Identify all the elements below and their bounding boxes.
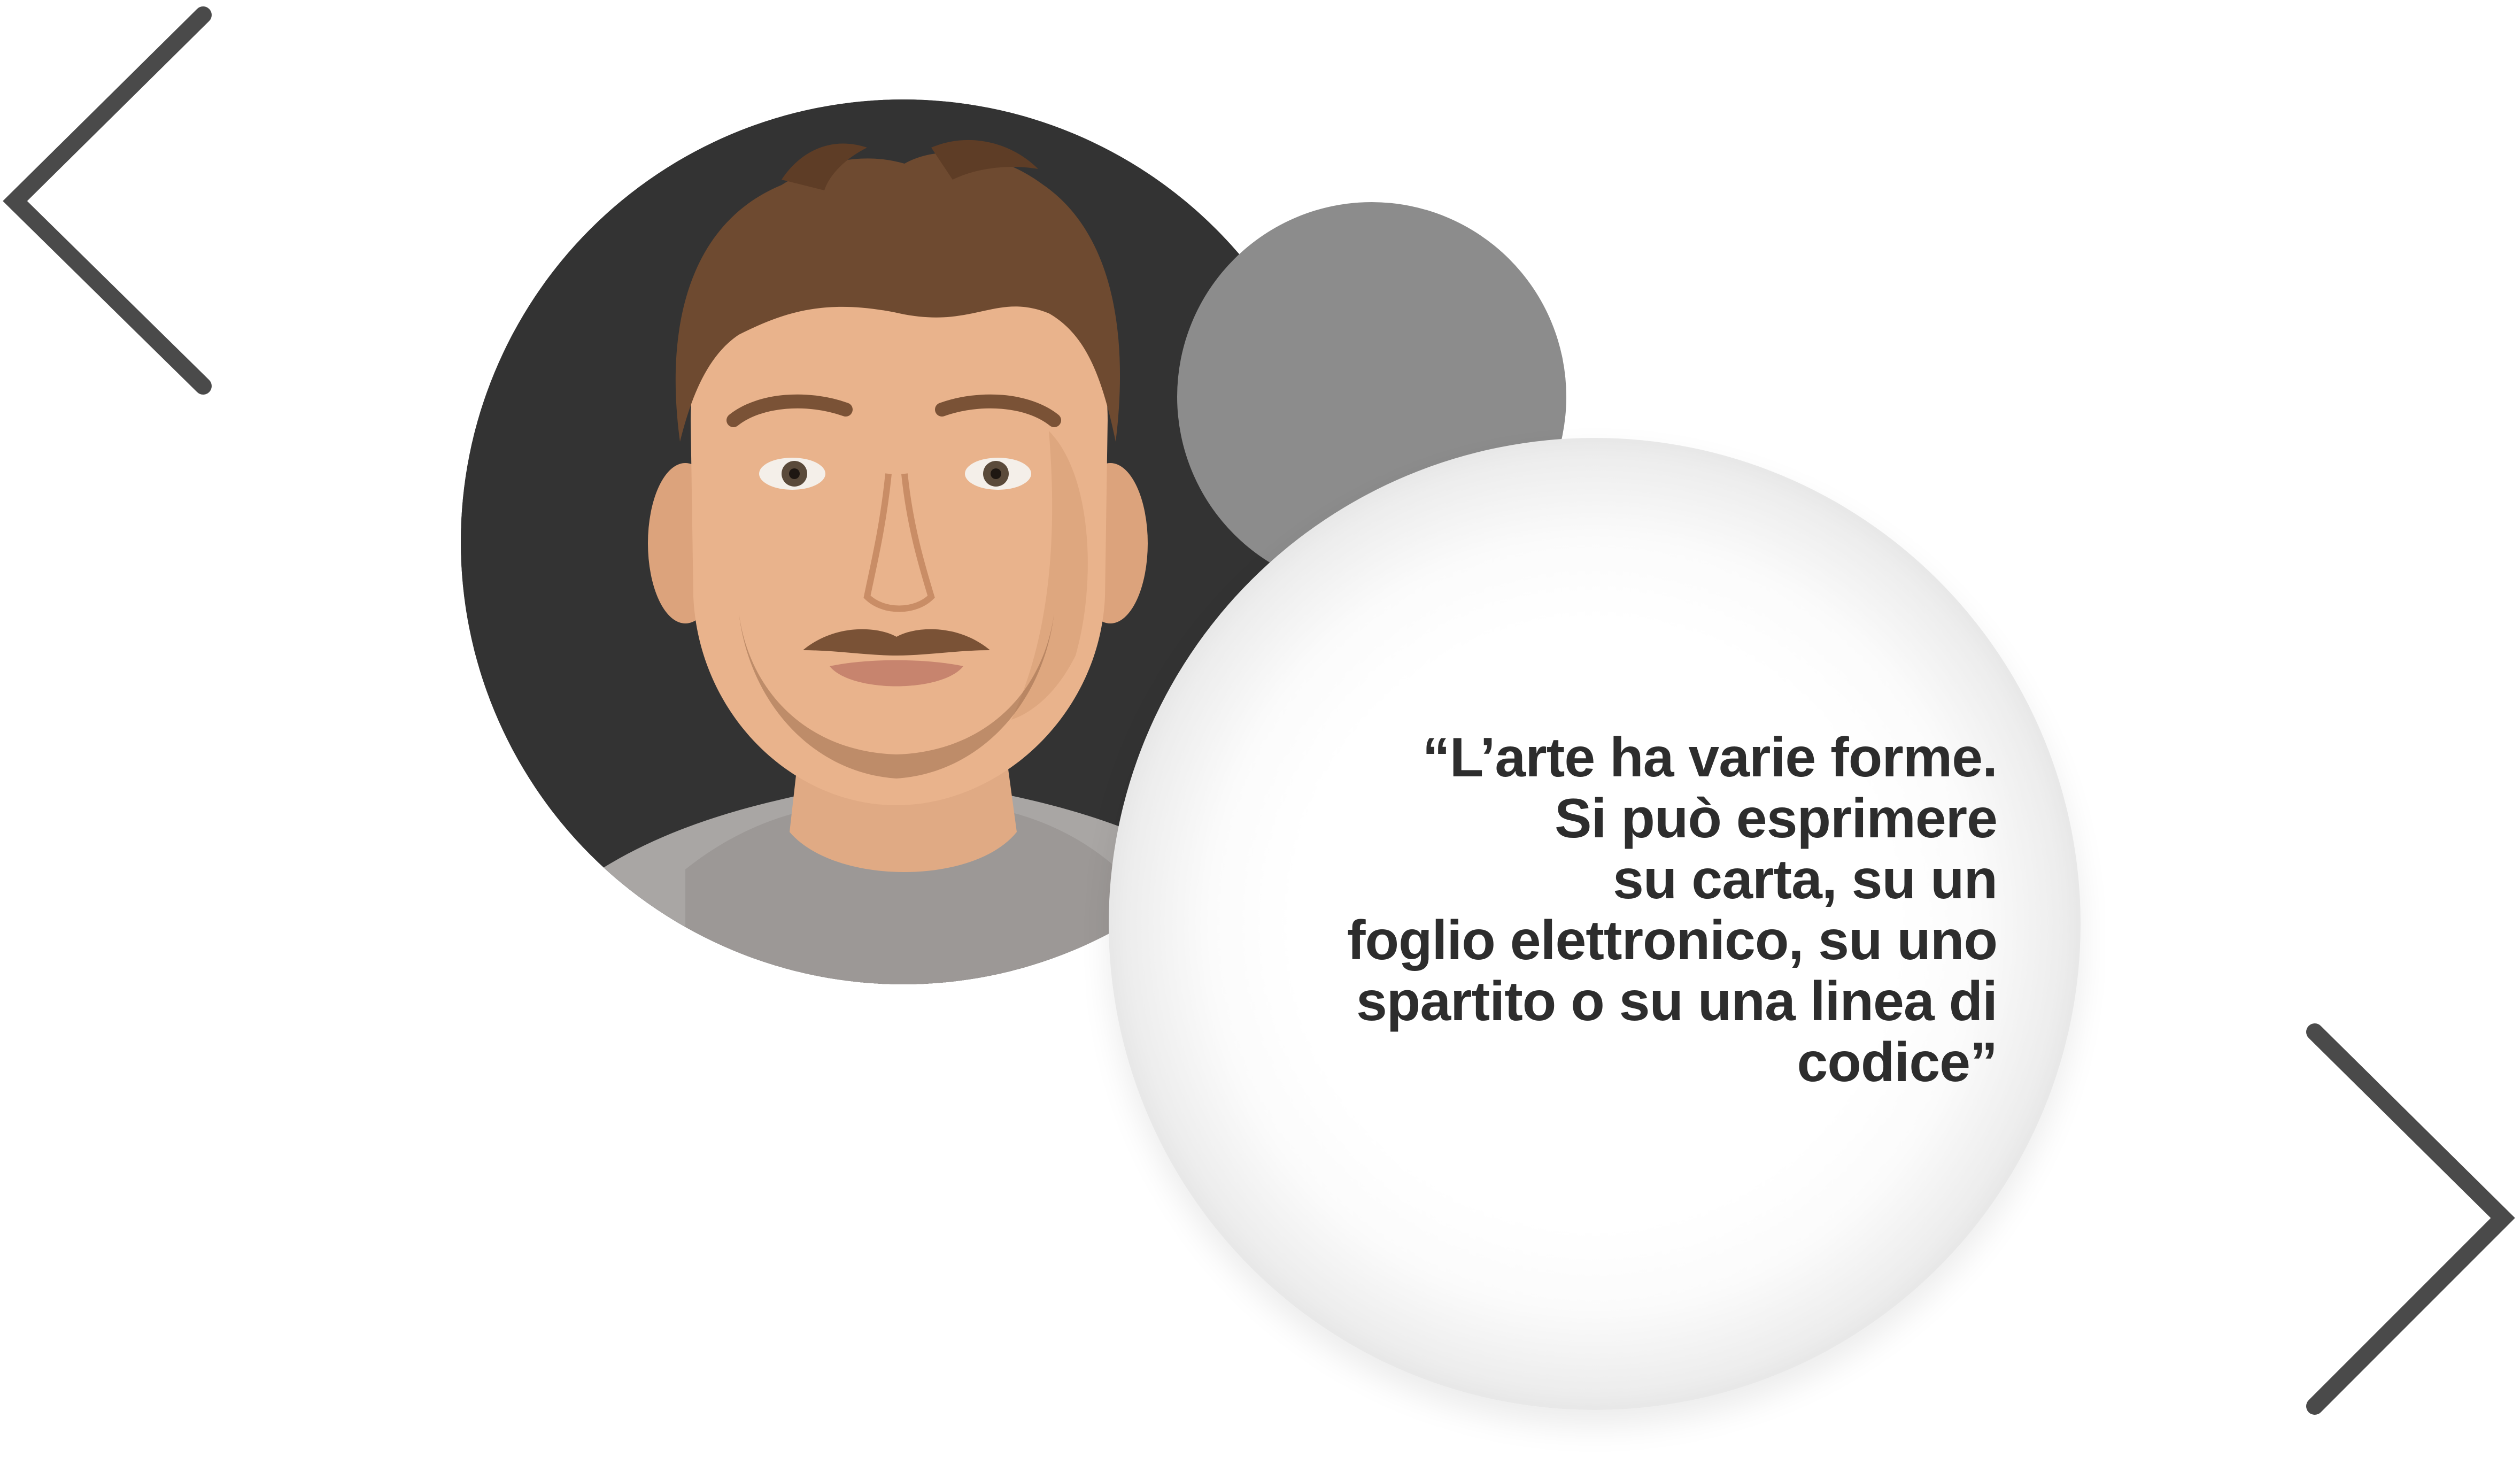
quote-line: Si può esprimere bbox=[1555, 788, 1997, 850]
testimonial-quote bbox=[1088, 727, 1997, 1093]
quote-line: spartito o su una linea di bbox=[1356, 970, 1997, 1032]
quote-line: “L’arte ha varie forme. bbox=[1422, 727, 1997, 789]
quote-line: foglio elettronico, su uno bbox=[1347, 909, 1997, 972]
prev-button[interactable] bbox=[0, 0, 225, 406]
quote-line: su carta, su un bbox=[1613, 849, 1997, 911]
quote-line: codice” bbox=[1797, 1031, 1997, 1093]
chevron-left-icon bbox=[0, 0, 225, 406]
next-button[interactable] bbox=[2293, 1011, 2520, 1428]
chevron-right-icon bbox=[2293, 1011, 2520, 1428]
